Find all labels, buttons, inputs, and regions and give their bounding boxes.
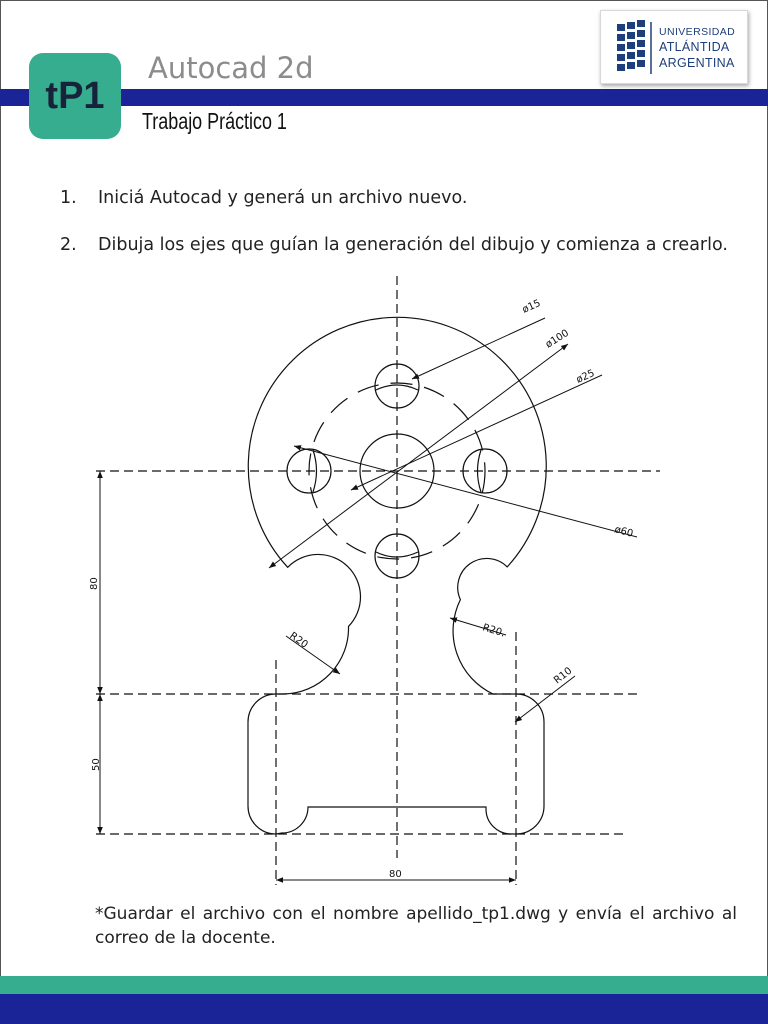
list-item-number: 1. xyxy=(60,188,77,208)
dim-text-50-vertical: 50 xyxy=(91,758,102,771)
hole-top xyxy=(375,364,419,408)
leader-d15 xyxy=(412,318,545,379)
leader-d100 xyxy=(269,344,568,568)
tp1-badge: tP1 xyxy=(29,53,121,139)
dim-text-d60: ø60 xyxy=(613,524,635,540)
logo-text-line1: UNIVERSIDAD xyxy=(659,26,736,38)
footer-band-teal xyxy=(0,976,768,994)
leader-d25 xyxy=(351,375,602,490)
leader-r10 xyxy=(515,676,575,722)
dim-text-80-vertical: 80 xyxy=(89,577,100,590)
dim-text-r20-left: R20 xyxy=(287,630,310,651)
list-item-text: Iniciá Autocad y generá un archivo nuevo. xyxy=(98,188,468,208)
dim-text-d15: ø15 xyxy=(520,298,543,316)
logo-text-line2: ATLÁNTIDA xyxy=(659,40,730,54)
dim-text-80-horizontal: 80 xyxy=(389,869,402,880)
list-item-number: 2. xyxy=(60,235,77,255)
page-title: Autocad 2d xyxy=(148,51,314,85)
page-subtitle: Trabajo Práctico 1 xyxy=(142,108,287,134)
footer-band-navy xyxy=(0,994,768,1024)
logo-text-line3: ARGENTINA xyxy=(659,56,735,70)
dim-text-d25: ø25 xyxy=(574,368,597,386)
dim-text-r20-right: R20. xyxy=(481,622,507,640)
dim-text-r10: R10 xyxy=(552,665,575,687)
list-item-text: Dibuja los ejes que guían la generación del dibujo y comienza a crearlo. xyxy=(98,235,728,255)
dim-text-d100: ø100 xyxy=(543,327,571,351)
save-instructions-note: *Guardar el archivo con el nombre apellido_tp1.dwg y envía el archivo al correo de la docente. xyxy=(95,904,737,948)
